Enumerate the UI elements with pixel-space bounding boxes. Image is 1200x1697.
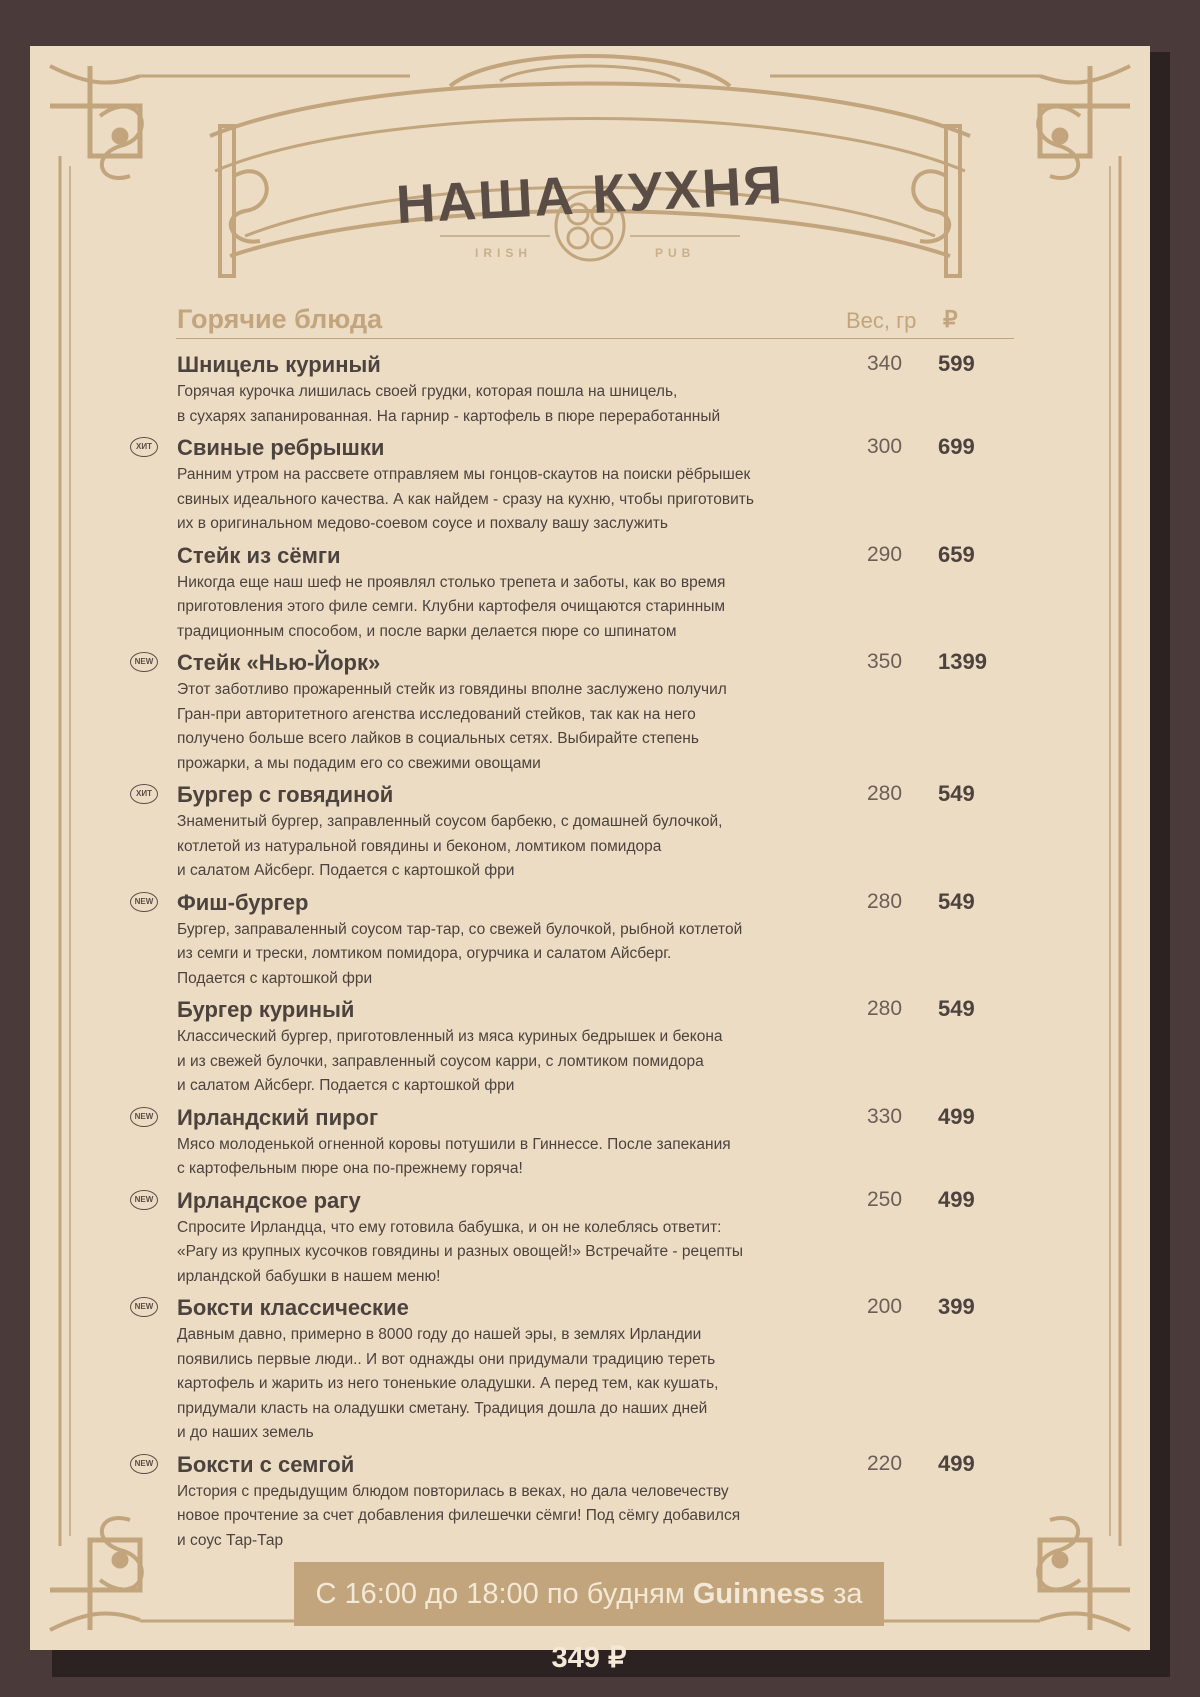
menu-item — [30, 433, 1150, 541]
item-price: 549 — [938, 781, 975, 806]
item-price: 549 — [938, 888, 975, 914]
brand-right: PUB — [655, 246, 696, 260]
badge-icon: NEW — [130, 1107, 158, 1127]
corner-ornament-top-right — [1038, 66, 1130, 178]
promo-middle: за — [833, 1578, 863, 1610]
menu-item — [30, 350, 1150, 433]
item-weight: 280 — [867, 782, 903, 805]
badge-icon: NEW — [130, 1190, 158, 1210]
item-weight: 200 — [867, 1295, 903, 1318]
item-description: Ранним утром на рассвете отправляем мы гонцов-скаутов на поиски рёбрышек свиных идеального качества. А как найдем - сразу на кухню, чтобы приготовить их в оригинальном медово-соевом соусе и похвалу вашу заслужить — [177, 466, 754, 532]
promo-brand: Guinness — [692, 1578, 826, 1610]
section-title: Горячие блюда — [177, 304, 383, 334]
section-divider — [176, 338, 1014, 339]
item-name: Боксти классические — [177, 1295, 409, 1320]
column-header-price: ₽ — [943, 306, 958, 332]
item-name: Стейк из сёмги — [177, 542, 341, 568]
menu-item — [30, 888, 1150, 996]
item-weight: 350 — [867, 650, 903, 673]
item-name: Боксти с семгой — [177, 1451, 355, 1477]
column-header-weight: Вес, гр — [846, 308, 917, 333]
item-name: Бургер с говядиной — [177, 782, 394, 807]
corner-ornament-top-left — [50, 66, 142, 178]
item-price: 1399 — [938, 649, 987, 674]
item-description: Горячая курочка лишилась своей грудки, которая пошла на шницель, в сухарях запанированная. На гарнир - картофель в пюре переработанный — [177, 383, 721, 425]
item-price: 549 — [938, 996, 975, 1021]
item-price: 599 — [938, 351, 975, 376]
menu-item — [30, 1103, 1150, 1186]
item-name: Ирландский пирог — [177, 1104, 379, 1130]
menu-item — [30, 541, 1150, 649]
badge-icon: NEW — [130, 1454, 158, 1474]
page-title: НАША КУХНЯ — [394, 154, 786, 236]
menu-page — [30, 46, 1150, 1674]
item-description: Классический бургер, приготовленный из мяса куриных бедрышек и бекона и из свежей булочки, заправленный соусом карри, с ломтиком помидора и салатом Айсберг. Подается с картошкой фри — [177, 1028, 723, 1094]
brand-left: IRISH — [475, 246, 533, 260]
item-description: Спросите Ирландца, что ему готовила бабушка, и он не колеблясь ответит: «Рагу из крупных кусочков говядины и разных овощей!» Встречайте - рецепты ирландской бабушки в нашем меню! — [177, 1218, 744, 1285]
promo-banner — [294, 1562, 884, 1674]
item-price: 399 — [938, 1294, 975, 1319]
item-weight: 220 — [867, 1451, 903, 1475]
item-name: Ирландское рагу — [177, 1187, 361, 1213]
badge-icon: NEW — [130, 1297, 158, 1317]
item-name: Фиш-бургер — [177, 889, 309, 915]
item-price: 499 — [938, 1450, 975, 1476]
item-description: Этот заботливо прожаренный стейк из говядины вполне заслужено получил Гран-при авторитетного агенства исследований стейков, так как на него получено больше всего лайков в социальных сетях. Выбирайте степень прожарки, а мы подадим его со свежими овощами — [177, 681, 727, 772]
promo-prefix: С 16:00 до 18:00 по будням — [315, 1578, 685, 1610]
item-weight: 280 — [867, 889, 903, 913]
badge-icon: ХИТ — [130, 437, 158, 457]
item-price: 699 — [938, 434, 975, 459]
badge-icon: ХИТ — [130, 784, 158, 804]
item-description: Бургер, заправаленный соусом тар-тар, со свежей булочкой, рыбной котлетой из семги и трески, ломтиком помидора, огурчика и салатом Айсберг. Подается с картошкой фри — [177, 920, 743, 987]
item-price: 499 — [938, 1186, 975, 1212]
item-description: Никогда еще наш шеф не проявлял столько трепета и заботы, как во время приготовления этого филе семги. Клубни картофеля очищаются старинным традиционным способом, и после варки делается пюре со шпинатом — [177, 573, 726, 640]
item-description: История с предыдущим блюдом повторилась в веках, но дала человечеству новое прочтение за счет добавления филешечки сёмги! Под сёмгу добавился и соус Тар-Тар — [177, 1482, 741, 1549]
item-weight: 300 — [867, 435, 903, 458]
item-description: Знаменитый бургер, заправленный соусом барбекю, с домашней булочкой, котлетой из натуральной говядины и беконом, ломтиком помидора и салатом Айсберг. Подается с картошкой фри — [177, 813, 723, 879]
item-weight: 290 — [867, 542, 903, 566]
badge-icon: NEW — [130, 892, 158, 912]
item-name: Стейк «Нью-Йорк» — [177, 650, 381, 675]
item-name: Свиные ребрышки — [177, 435, 385, 460]
menu-item — [30, 1293, 1150, 1450]
item-name: Шницель куриный — [177, 352, 381, 377]
item-weight: 280 — [867, 997, 903, 1020]
menu-item — [30, 1450, 1150, 1558]
menu-item — [30, 1186, 1150, 1294]
promo-price: 349 ₽ — [551, 1642, 627, 1674]
item-weight: 340 — [867, 352, 903, 375]
menu-item — [30, 780, 1150, 888]
menu-item — [30, 648, 1150, 780]
item-name: Бургер куриный — [177, 997, 355, 1022]
menu-list — [30, 350, 1150, 1557]
item-description: Мясо молоденькой огненной коровы потушили в Гиннессе. После запекания с картофельным пюре она по-прежнему горяча! — [177, 1135, 731, 1177]
menu-item — [30, 995, 1150, 1103]
item-price: 499 — [938, 1103, 975, 1129]
badge-icon: NEW — [130, 652, 158, 672]
item-price: 659 — [938, 541, 975, 567]
item-weight: 330 — [867, 1104, 903, 1128]
item-weight: 250 — [867, 1187, 903, 1211]
item-description: Давным давно, примерно в 8000 году до нашей эры, в землях Ирландии появились первые люди.. И вот однажды они придумали традицию тереть картофель и жарить из него тоненькие оладушки. А перед тем, как кушать, придумали класть на оладушки сметану. Традиция дошла до наших дней и до наших земель — [177, 1326, 719, 1441]
